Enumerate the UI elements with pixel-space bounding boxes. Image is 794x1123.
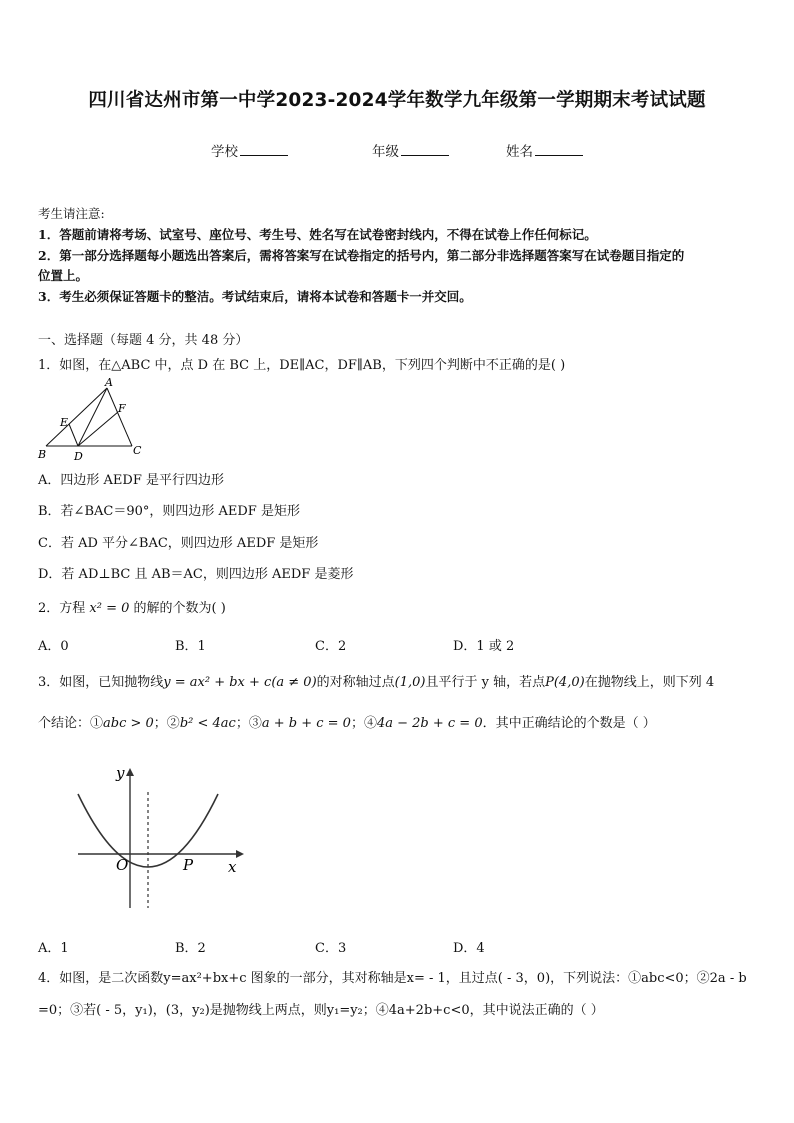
option-d[interactable]: D．1 或 2 — [453, 639, 515, 654]
label-a: A — [105, 376, 113, 389]
option-b[interactable]: B．2 — [175, 941, 206, 956]
origin-label: O — [116, 856, 129, 874]
notice-item: 1．答题前请将考场、试室号、座位号、考生号、姓名写在试卷密封线内，不得在试卷上作任何标记。 — [38, 227, 597, 242]
notice-item: 2．第一部分选择题每小题选出答案后，需将答案写在试卷指定的括号内，第二部分非选择题答案写在试卷题目指定的 — [38, 248, 685, 263]
label-f: F — [118, 402, 126, 415]
grade-field[interactable] — [372, 140, 449, 160]
name-label: 姓名 — [506, 144, 533, 160]
notice-item: 位置上。 — [38, 268, 89, 283]
question-2-stem: 2．方程 x² = 0 的解的个数为( ) — [38, 601, 226, 616]
axis-label-y: y — [116, 764, 125, 782]
question-3-line2: 个结论：①abc > 0；②b² < 4ac；③a + b + c = 0；④4a − 2b + c = 0．其中正确结论的个数是（ ） — [38, 716, 656, 731]
notice-heading: 考生请注意: — [38, 206, 105, 221]
question-4-line2: =0；③若( - 5，y₁)，(3，y₂)是抛物线上两点，则y₁=y₂；④4a+2b+c<0，其中说法正确的（ ） — [38, 1003, 604, 1018]
question-1-stem: 1．如图，在△ABC 中，点 D 在 BC 上，DE∥AC，DF∥AB，下列四个判断中不正确的是( ) — [38, 358, 566, 373]
equation: x² = 0 — [89, 601, 130, 616]
name-field[interactable] — [506, 140, 583, 160]
notice-item: 3．考生必须保证答题卡的整洁。考试结束后，请将本试卷和答题卡一并交回。 — [38, 289, 472, 304]
option-d[interactable]: D．若 AD⊥BC 且 AB＝AC，则四边形 AEDF 是菱形 — [38, 567, 354, 582]
school-label: 学校 — [211, 144, 238, 160]
option-c[interactable]: C．2 — [315, 639, 347, 654]
school-field[interactable] — [211, 140, 288, 160]
grade-label: 年级 — [372, 144, 399, 160]
axis-label-x: x — [228, 858, 237, 876]
option-a[interactable]: A．0 — [38, 639, 69, 654]
question-3-line1: 3．如图，已知抛物线y = ax² + bx + c(a ≠ 0)的对称轴过点(1,0)且平行于 y 轴，若点P(4,0)在抛物线上，则下列 4 — [38, 675, 715, 690]
label-e: E — [60, 416, 69, 429]
option-c[interactable]: C．3 — [315, 941, 347, 956]
parabola-equation: y = ax² + bx + c(a ≠ 0) — [163, 675, 317, 690]
label-d: D — [74, 450, 83, 462]
option-b[interactable]: B．1 — [175, 639, 206, 654]
page-title: 四川省达州市第一中学2023-2024学年数学九年级第一学期期末考试试题 — [88, 90, 706, 111]
option-b[interactable]: B．若∠BAC＝90°，则四边形 AEDF 是矩形 — [38, 504, 300, 519]
label-b: B — [38, 448, 47, 461]
option-a[interactable]: A．1 — [38, 941, 69, 956]
question-4-line1: 4．如图，是二次函数y=ax²+bx+c 图象的一部分，其对称轴是x= - 1，且过点( - 3，0)，下列说法：①abc<0；②2a - b — [38, 971, 747, 986]
section-heading: 一、选择题（每题 4 分，共 48 分） — [38, 333, 249, 348]
option-a[interactable]: A．四边形 AEDF 是平行四边形 — [38, 473, 224, 488]
label-c: C — [133, 444, 142, 457]
triangle-figure — [36, 376, 146, 462]
option-d[interactable]: D．4 — [453, 941, 485, 956]
parabola-figure — [70, 762, 250, 912]
option-c[interactable]: C．若 AD 平分∠BAC，则四边形 AEDF 是矩形 — [38, 536, 319, 551]
point-p-label: P — [183, 856, 194, 874]
